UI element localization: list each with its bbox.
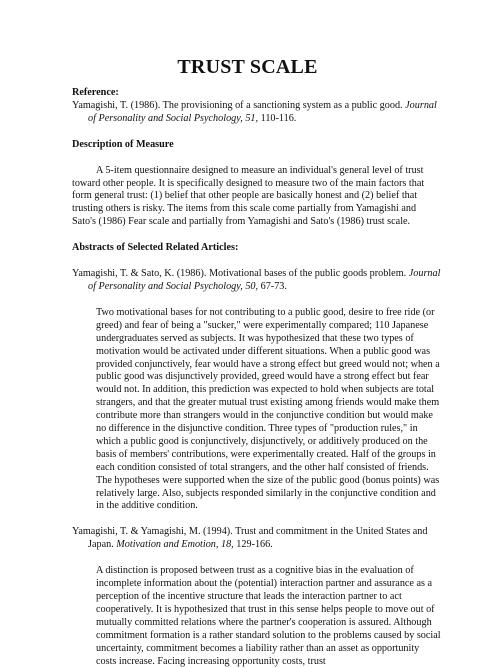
article-authors: Yamagishi, T. & Yamagishi, M. (1994). Trust and commitment in the United States and Japan.: [72, 526, 428, 551]
article-pages: 67-73.: [258, 280, 287, 292]
document-title: TRUST SCALE: [177, 56, 318, 78]
spacer: [72, 294, 442, 307]
spacer: [72, 513, 442, 526]
article-journal: Journal of Personality and Social Psychology, 50,: [88, 268, 441, 292]
article-journal: Motivation and Emotion, 18,: [116, 539, 234, 551]
spacer: [72, 126, 442, 139]
article-citation: [72, 268, 442, 294]
article-abstract: A distinction is proposed between trust as a cognitive bias in the evaluation of incomplete information about the (potential) interaction partner and assurance as a perception of the incentive structure that leads the interaction partner to act cooperatively. It is hypothesized that trust in this sense helps people to move out of mutually committed relations where the partner's cooperation is assured. Although commitment formation is a rather standard solution to the problems caused by social uncertainty, commitment becomes a liability rather than an asset as opportunity costs increase. Facing increasing opportunity costs, trust: [96, 565, 441, 667]
spacer: [72, 152, 442, 165]
reference-pages: 110-116.: [258, 112, 297, 124]
spacer: [72, 552, 442, 565]
article-pages: 129-166.: [233, 539, 273, 551]
description-heading: Description of Measure: [72, 138, 174, 150]
reference-authors: Yamagishi, T. (1986). The provisioning of a sanctioning system as a public good.: [72, 99, 406, 111]
reference-heading: Reference:: [72, 87, 119, 98]
document-body: [72, 87, 442, 668]
article-authors: Yamagishi, T. & Sato, K. (1986). Motivational bases of the public goods problem.: [72, 268, 409, 280]
reference-journal: Journal of Personality and Social Psychology, 51,: [88, 99, 437, 124]
abstracts-heading: Abstracts of Selected Related Articles:: [72, 242, 239, 254]
description-text: A 5-item questionnaire designed to measure an individual's general level of trust toward other people. It is specifically designed to measure two of the main factors that form general trust: (1) belief that other people are basically honest and (2) belief that trusting others is risky. The items from this scale come partially from Yamagishi and Sato's (1986) Fear scale and partially from Yamagishi and Sato's (1986) trust scale.: [72, 164, 425, 228]
reference-citation: [72, 100, 442, 126]
spacer: [72, 255, 442, 268]
article-citation: [72, 526, 442, 552]
article-abstract: Two motivational bases for not contributing to a public good, desire to free ride (or greed) and fear of being a "sucker," were experimentally compared; 110 Japanese undergraduates served as subjects. It was hypothesized that these two types of motivation would be activated under different situations. When a public good was provided conjunctively, fear would have a strong effect but greed would not; when a public good was disjunctively provided, greed would have a strong effect but fear would not. In addition, this prediction was expected to hold when subjects are total strangers, and that the greater mutual trust existing among friends would make them contribute more than strangers would in the conjunctive condition but would make no difference in the disjunctive condition. Three types of "production rules," in which a public good is conjunctively, disjunctively, or additively produced on the basis of members' contributions, were experimentally created. Half of the groups in each condition consisted of total strangers, and the other half consisted of friends. The hypotheses were supported when the size of the public good (bonus points) was relatively large. Also, subjects responded similarly in the conjunctive condition and in the additive condition.: [96, 306, 440, 512]
spacer: [72, 229, 442, 242]
